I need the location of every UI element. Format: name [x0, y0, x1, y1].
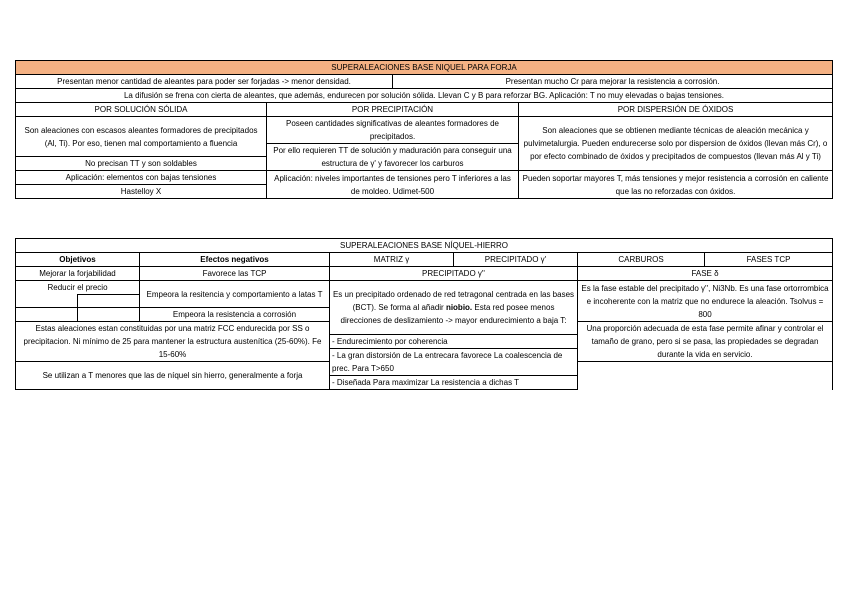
head-fases: FASES TCP	[705, 253, 833, 267]
fase-delta-desc: Es la fase estable del precipitado γ'', Ni3Nb. Es una fase ortorrombica e incoherente con la matriz que no endurece la aleación. Tsolvus = 800	[578, 281, 833, 322]
head-objetivos: Objetivos	[16, 253, 140, 267]
efecto-tcp: Favorece las TCP	[140, 267, 330, 281]
objetivo-matriz-desc: Estas aleaciones estan constituidas por una matriz FCC endurecida por SS o precipitacion. Ni mínimo de 25 para mantener la estructura austenítica (25-60%). Fe 15-60%	[16, 322, 330, 362]
head-efectos: Efectos negativos	[140, 253, 330, 267]
objetivo-blank-a	[16, 295, 78, 308]
head-carburos: CARBUROS	[578, 253, 705, 267]
forja-table	[15, 60, 833, 199]
objetivo-blank-d	[78, 308, 140, 322]
objetivo-temperatura: Se utilizan a T menores que las de níquel sin hierro, generalmente a forja	[16, 362, 330, 390]
nh-title: SUPERALEACIONES BASE NÍQUEL-HIERRO	[16, 239, 833, 253]
precipitacion-aplicacion: Aplicación: niveles importantes de tensiones pero T inferiores a las de moldeo. Udimet-500	[267, 171, 519, 199]
fase-delta-head: FASE δ	[578, 267, 833, 281]
precipitado-gamma2-head: PRECIPITADO γ''	[330, 267, 578, 281]
col-head-precipitacion: POR PRECIPITACIÓN	[267, 103, 519, 117]
objetivo-blank-c	[16, 308, 78, 322]
precipitacion-desc: Poseen cantidades significativas de aleantes formadores de precipitados.	[267, 117, 519, 144]
objetivo-precio: Reducir el precio	[16, 281, 140, 295]
forja-diffusion: La difusión se frena con cierta de aleantes, que además, endurecen por solución sólida. Llevan C y B para reforzar BG. Aplicación: T no muy elevadas o bajas tensiones.	[16, 89, 833, 103]
forja-intro-right: Presentan mucho Cr para mejorar la resistencia a corrosión.	[393, 75, 833, 89]
niquel-hierro-table	[15, 238, 833, 390]
forja-intro-left: Presentan menor cantidad de aleantes para poder ser forjadas -> menor densidad.	[16, 75, 393, 89]
head-matriz: MATRIZ γ	[330, 253, 454, 267]
dispersion-desc: Son aleaciones que se obtienen mediante técnicas de aleación mecánica y pulvimetalurgia. Pueden endurecerse solo por dispersion de óxidos (llevan más Cr), o por efecto combinado de óxidos y precipitados de compuestos (llevan más Al y Ti)	[519, 117, 833, 171]
head-precipitado: PRECIPITADO γ'	[454, 253, 578, 267]
fase-delta-proporcion: Una proporción adecuada de esta fase permite afinar y controlar el tamaño de grano, pero si se pasa, las propiedades se degradan durante la vida en servicio.	[578, 322, 833, 362]
col-head-solucion: POR SOLUCIÓN SÓLIDA	[16, 103, 267, 117]
precip-text-a: Es un precipitado ordenado de red tetragonal centrada en las bases (BCT). Se forma al añadir	[332, 290, 575, 312]
forja-title: SUPERALEACIONES BASE NIQUEL PARA FORJA	[16, 61, 833, 75]
precipitado-gamma2-desc	[330, 281, 578, 335]
precip-text-b: Esta red posee menos direcciones de deslizamiento -> mayor endurecimiento a baja T:	[340, 303, 567, 325]
dispersion-ventajas: Pueden soportar mayores T, más tensiones y mejor resistencia a corrosión en caliente que las no reforzadas con óxidos.	[519, 171, 833, 199]
col-head-dispersion: POR DISPERSIÓN DE ÓXIDOS	[519, 103, 833, 117]
fase-delta-empty	[578, 362, 833, 390]
objetivo-blank-b	[78, 295, 140, 308]
solucion-soldables: No precisan TT y son soldables	[16, 157, 267, 171]
solucion-ejemplo: Hastelloy X	[16, 185, 267, 199]
bullet-distorsion: - La gran distorsión de La entrecara favorece La coalescencia de prec. Para T>650	[330, 349, 578, 376]
objetivo-forjabilidad: Mejorar la forjabilidad	[16, 267, 140, 281]
efecto-resistencia: Empeora la resitencia y comportamiento a latas T	[140, 281, 330, 308]
precip-niobio: niobio.	[445, 303, 473, 312]
bullet-coherencia: - Endurecimiento por coherencia	[330, 335, 578, 349]
solucion-aplicacion: Aplicación: elementos con bajas tensiones	[16, 171, 267, 185]
efecto-corrosion: Empeora la resistencia a corrosión	[140, 308, 330, 322]
solucion-desc: Son aleaciones con escasos aleantes formadores de precipitados (Al, Ti). Por eso, tienen mal comportamiento a fluencia	[16, 117, 267, 157]
precipitacion-tt: Por ello requieren TT de solución y maduración para conseguir una estructura de γ' y favorecer los carburos	[267, 144, 519, 171]
bullet-disenada: - Diseñada Para maximizar La resistencia a dichas T	[330, 376, 578, 390]
